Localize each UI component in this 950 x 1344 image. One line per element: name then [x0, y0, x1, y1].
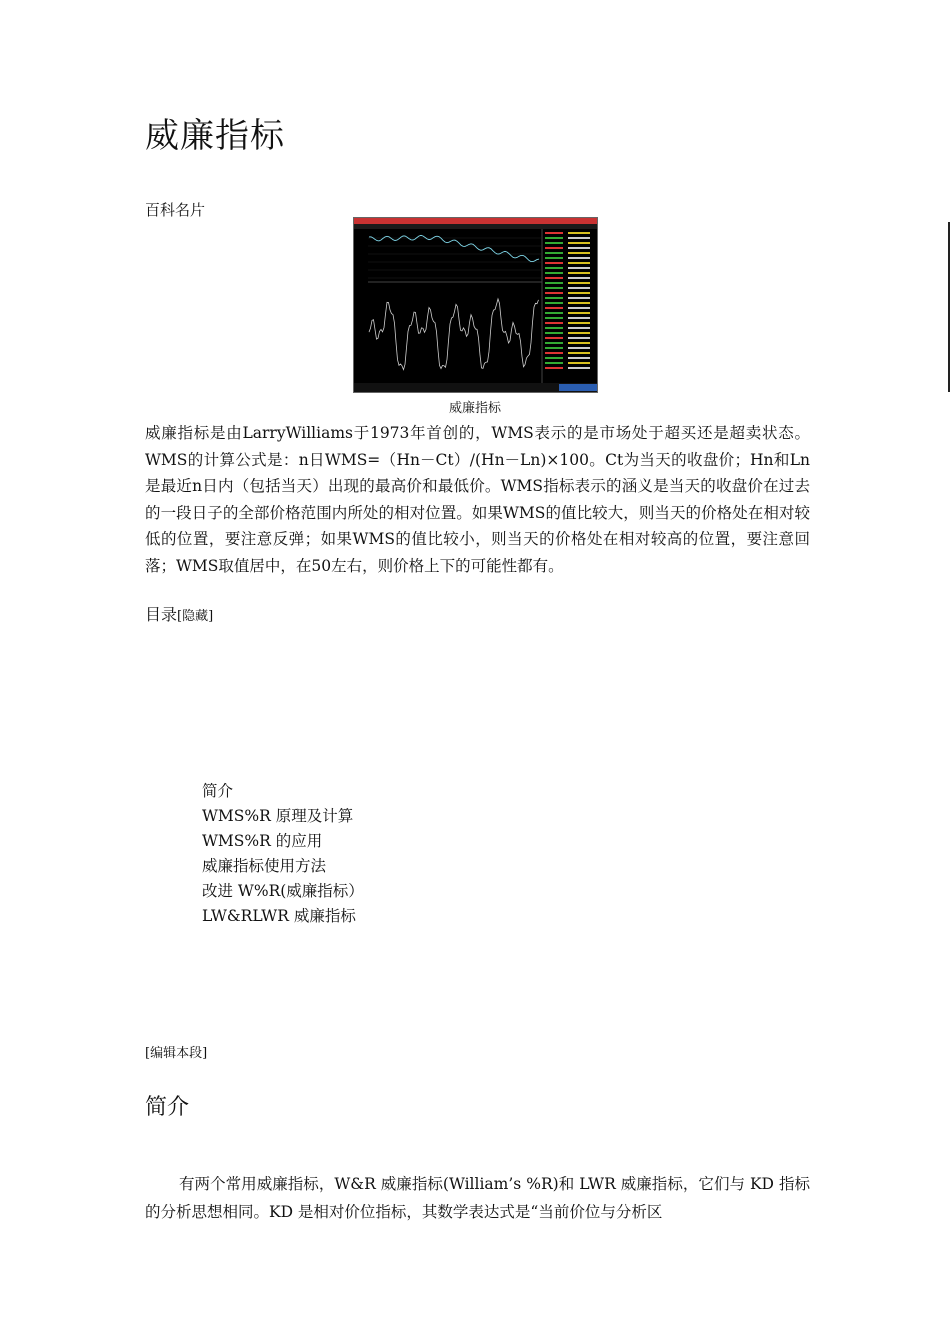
quote-value	[568, 307, 590, 309]
quote-value	[568, 342, 590, 344]
quote-row	[545, 267, 563, 269]
quote-row	[545, 327, 563, 329]
quote-row	[545, 282, 563, 284]
quote-value	[568, 272, 590, 274]
quote-row	[545, 232, 563, 234]
quote-row	[545, 347, 563, 349]
toc-item-principle[interactable]: WMS%R 原理及计算	[202, 807, 354, 825]
quote-row	[545, 247, 563, 249]
quote-value	[568, 247, 590, 249]
quote-value	[568, 287, 590, 289]
toc-hide-link[interactable]: [隐藏]	[177, 609, 214, 624]
toc-item-application[interactable]: WMS%R 的应用	[202, 832, 323, 850]
toc-list	[202, 779, 364, 929]
quote-value	[568, 312, 590, 314]
quote-row	[545, 237, 563, 239]
quote-row	[545, 252, 563, 254]
quote-row	[545, 332, 563, 334]
quote-row	[545, 357, 563, 359]
quote-row	[545, 287, 563, 289]
quote-value	[568, 232, 590, 234]
stock-chart-svg	[354, 218, 597, 392]
quote-value	[568, 277, 590, 279]
quote-value	[568, 257, 590, 259]
quote-value	[568, 357, 590, 359]
quote-row	[545, 292, 563, 294]
quote-row	[545, 367, 563, 369]
quote-value	[568, 252, 590, 254]
quote-value	[568, 347, 590, 349]
quote-value	[568, 337, 590, 339]
quote-row	[545, 337, 563, 339]
quote-value	[568, 237, 590, 239]
quote-row	[545, 272, 563, 274]
price-line	[369, 235, 539, 261]
quote-row	[545, 317, 563, 319]
terminal-menubar	[354, 224, 597, 229]
figure-caption: 威廉指标	[448, 401, 501, 416]
quote-value	[568, 362, 590, 364]
quote-row	[545, 362, 563, 364]
quote-row	[545, 312, 563, 314]
indicator-line	[369, 299, 539, 370]
section-body: 有两个常用威廉指标，W&R 威廉指标(William’s %R)和 LWR 威廉指标，它们与 KD 指标的分析思想相同。KD 是相对价位指标，其数学表达式是“当前价位与分析区	[145, 1175, 810, 1221]
toc-label: 目录	[145, 605, 178, 624]
quote-row	[545, 277, 563, 279]
quote-row	[545, 342, 563, 344]
quote-row	[545, 307, 563, 309]
terminal-titlebar	[354, 218, 597, 224]
quote-value	[568, 242, 590, 244]
quote-value	[568, 322, 590, 324]
quote-value	[568, 327, 590, 329]
toc-heading	[145, 602, 213, 625]
quote-row	[545, 262, 563, 264]
quote-value	[568, 297, 590, 299]
quote-value	[568, 292, 590, 294]
quote-value	[568, 332, 590, 334]
quote-row	[545, 297, 563, 299]
toc-item-intro[interactable]: 简介	[202, 782, 234, 800]
section-heading: 简介	[145, 1095, 190, 1120]
terminal-status-badge	[559, 384, 597, 391]
card-label: 百科名片	[145, 201, 206, 219]
toc-item-improved[interactable]: 改进 W%R(威廉指标）	[202, 882, 364, 900]
intro-paragraph: 威廉指标是由LarryWilliams于1973年首创的，WMS表示的是市场处于超买还是超卖状态。WMS的计算公式是：n日WMS=（Hn－Ct）/(Hn－Ln)×100。Ct为当天的收盘价；Hn和Ln是最近n日内（包括当天）出现的最高价和最低价。WMS指标表示的涵义是当天的收盘价在过去的一段日子的全部价格范围内所处的相对位置。如果WMS的值比较大，则当天的价格处在相对较低的位置，要注意反弹；如果WMS的值比较小，则当天的价格处在相对较高的位置，要注意回落；WMS取值居中，在50左右，则价格上下的可能性都有。	[145, 424, 810, 575]
quote-row	[545, 322, 563, 324]
quote-row	[545, 257, 563, 259]
quote-value	[568, 367, 590, 369]
page-title: 威廉指标	[145, 116, 285, 156]
stock-chart-image	[353, 217, 598, 393]
quote-row	[545, 302, 563, 304]
quote-row	[545, 242, 563, 244]
quote-value	[568, 302, 590, 304]
toc-item-usage[interactable]: 威廉指标使用方法	[202, 857, 327, 875]
quote-value	[568, 282, 590, 284]
quote-value	[568, 317, 590, 319]
quote-value	[568, 262, 590, 264]
toc-item-lwr[interactable]: LW&RLWR 威廉指标	[202, 907, 356, 925]
quote-row	[545, 352, 563, 354]
edit-section-link[interactable]: [编辑本段]	[145, 1046, 208, 1061]
quote-value	[568, 267, 590, 269]
quote-value	[568, 352, 590, 354]
